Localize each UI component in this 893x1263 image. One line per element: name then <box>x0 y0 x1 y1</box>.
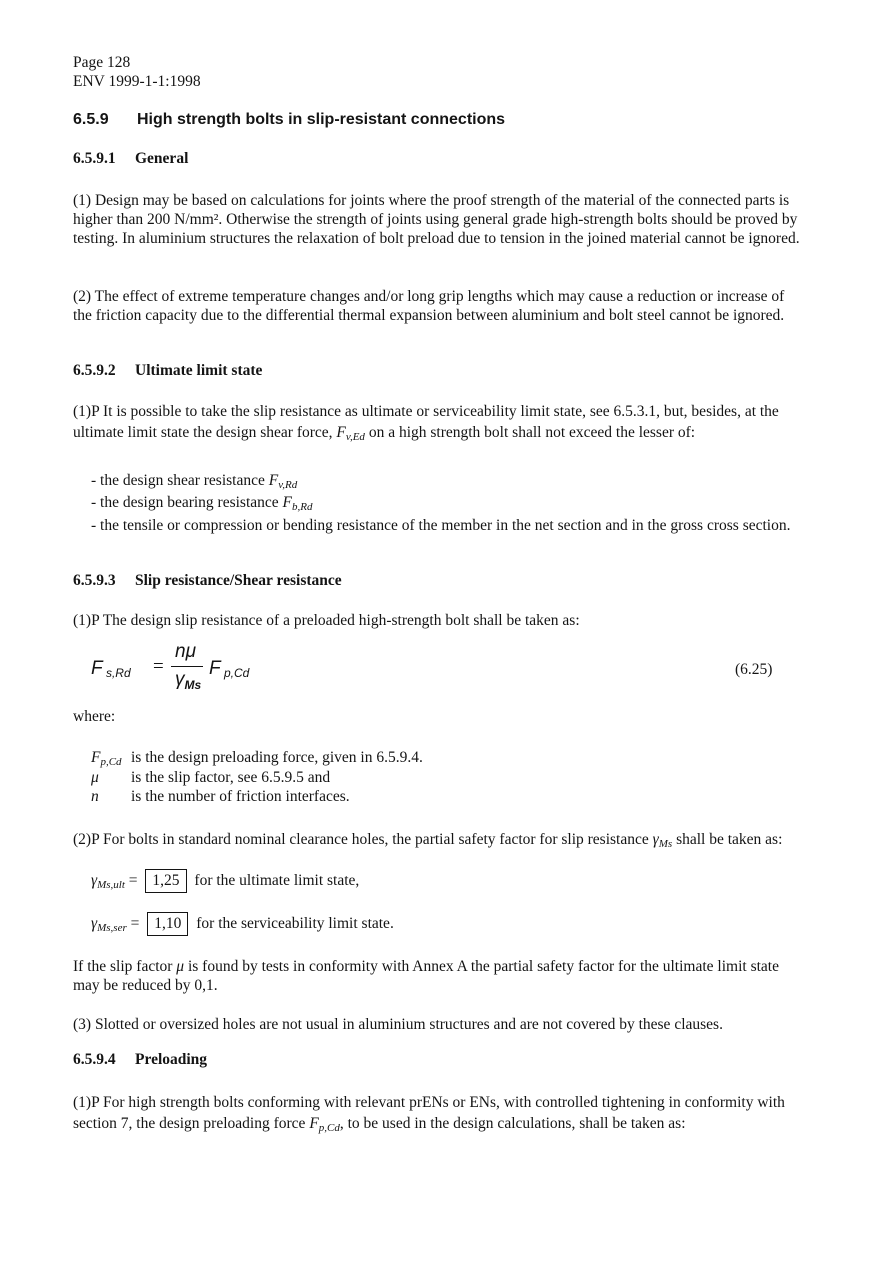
paragraph-text: (1)P It is possible to take the slip resistance as ultimate or serviceability limit state, see 6.5.3.1, but, besides, at the ultimate limit state the design shear force, <box>73 403 779 441</box>
paragraph: (3) Slotted or oversized holes are not usual in aluminium structures and are not covered by these clauses. <box>73 1016 723 1033</box>
where-item <box>91 748 423 768</box>
list-item <box>91 493 801 512</box>
paragraph: (1)P For high strength bolts conforming with relevant prENs or ENs, with controlled tightening in conformity with section 7, the design preloading force $F_{p,Cd}$, to be used in the design calculations, shall be taken as: <box>73 1094 785 1134</box>
where-desc: is the number of friction interfaces. <box>131 788 350 805</box>
subsection-heading-slip <box>73 572 342 590</box>
symbol-fpcd: $F_{p,Cd}$ <box>91 749 122 768</box>
paragraph-text: shall be taken as: <box>676 831 783 848</box>
subsection-title: Slip resistance/Shear resistance <box>135 572 342 589</box>
subsection-number: 6.5.9.1 <box>73 150 116 167</box>
symbol-fvrd: $F_{v,Rd}$ <box>268 472 298 491</box>
paragraph-text: on a high strength bolt shall not exceed the lesser of: <box>368 424 696 441</box>
symbol-fved: $F_{v,Ed}$ <box>336 424 365 443</box>
subsection-number: 6.5.9.2 <box>73 362 116 379</box>
subsection-number: 6.5.9.3 <box>73 572 116 589</box>
list-item: - the tensile or compression or bending resistance of the member in the net section and in the gross cross section. <box>91 517 791 534</box>
subsection-number: 6.5.9.4 <box>73 1051 116 1068</box>
symbol-gamma-ms-ult: $\gamma_{Ms,ult}$ <box>91 872 125 891</box>
eq-lhs: F s,Rd <box>91 658 131 680</box>
gamma-ser-value: 1,10 <box>147 912 188 936</box>
paragraph <box>73 957 803 995</box>
where-item <box>91 787 423 807</box>
paragraph: (2) The effect of extreme temperature changes and/or long grip lengths which may cause a reduction or increase of the friction capacity due to the differential thermal expansion between aluminium and bolt steel cannot be ignored. <box>73 288 785 324</box>
paragraph-text: If the slip factor <box>73 958 173 975</box>
paragraph <box>73 830 803 849</box>
list-item-text: - the design shear resistance <box>91 472 265 489</box>
eq-equals: = <box>153 656 164 677</box>
eq-numerator: nμ <box>175 641 196 662</box>
subsection-heading-preloading <box>73 1051 207 1069</box>
eq-fpcd: F p,Cd <box>209 658 250 680</box>
equation-6-25 <box>91 641 811 691</box>
paragraph-text: to be used in the design calculations, shall be taken as: <box>347 1115 686 1132</box>
symbol-fpcd: $F_{p,Cd}$ <box>309 1115 340 1134</box>
subsection-title: Ultimate limit state <box>135 362 263 379</box>
subsection-title: General <box>135 150 189 167</box>
gamma-ult-value: 1,25 <box>145 869 186 893</box>
symbol-fbrd: $F_{b,Rd}$ <box>282 494 313 513</box>
gamma-ser-line: $\gamma_{Ms,ser} = 1,10$ for the serviceability limit state. <box>91 912 394 936</box>
symbol-n: n <box>91 788 99 805</box>
equation-number: (6.25) <box>735 661 773 678</box>
section-heading <box>73 111 505 129</box>
symbol-gamma-ms-ser: $\gamma_{Ms,ser}$ <box>91 915 127 934</box>
subsection-heading-general <box>73 150 188 168</box>
list-item <box>91 471 801 490</box>
eq-denominator: $\gamma_{Ms}$ <box>175 669 202 692</box>
section-title: High strength bolts in slip-resistant connections <box>137 111 506 128</box>
paragraph: (1)P The design slip resistance of a preloaded high-strength bolt shall be taken as: <box>73 612 580 629</box>
gamma-ult-line: $\gamma_{Ms,ult} = 1,25$ for the ultimate limit state, <box>91 869 359 893</box>
gamma-ult-text: for the ultimate limit state, <box>194 872 360 889</box>
paragraph-text: is found by tests in conformity with Annex A the partial safety factor for the ultimate limit state may be reduced by 0,1. <box>73 958 779 994</box>
standard-reference: ENV 1999-1-1:1998 <box>73 73 201 90</box>
section-number: 6.5.9 <box>73 111 109 128</box>
where-item <box>91 768 423 788</box>
where-list <box>91 748 423 807</box>
gamma-ser-text: for the serviceability limit state. <box>196 915 394 932</box>
paragraph-text: (1)P For high strength bolts conforming with relevant prENs or ENs, with controlled tightening in conformity with section 7, the design preloading force <box>73 1094 785 1132</box>
page-number: Page 128 <box>73 54 131 71</box>
list-item-text: - the design bearing resistance <box>91 494 279 511</box>
subsection-title: Preloading <box>135 1051 208 1068</box>
paragraph <box>73 401 803 443</box>
paragraph-text: (2)P For bolts in standard nominal clearance holes, the partial safety factor for slip resistance <box>73 831 649 848</box>
fraction-bar <box>171 666 203 667</box>
where-desc: is the design preloading force, given in 6.5.9.4. <box>131 749 423 766</box>
symbol-gamma-ms: $\gamma_{Ms}$ <box>652 831 673 850</box>
symbol-mu: μ <box>91 768 99 786</box>
where-label: where: <box>73 708 116 725</box>
where-desc: is the slip factor, see 6.5.9.5 and <box>131 768 331 786</box>
symbol-mu: μ <box>176 958 185 975</box>
paragraph: (1) Design may be based on calculations for joints where the proof strength of the material of the connected parts is higher than 200 N/mm². Otherwise the strength of joints using general grade high-strength bolts should be proved by testing. In aluminium structures the relaxation of bolt preload due to tension in the joined material cannot be ignored. <box>73 192 800 247</box>
subsection-heading-uls <box>73 362 262 380</box>
